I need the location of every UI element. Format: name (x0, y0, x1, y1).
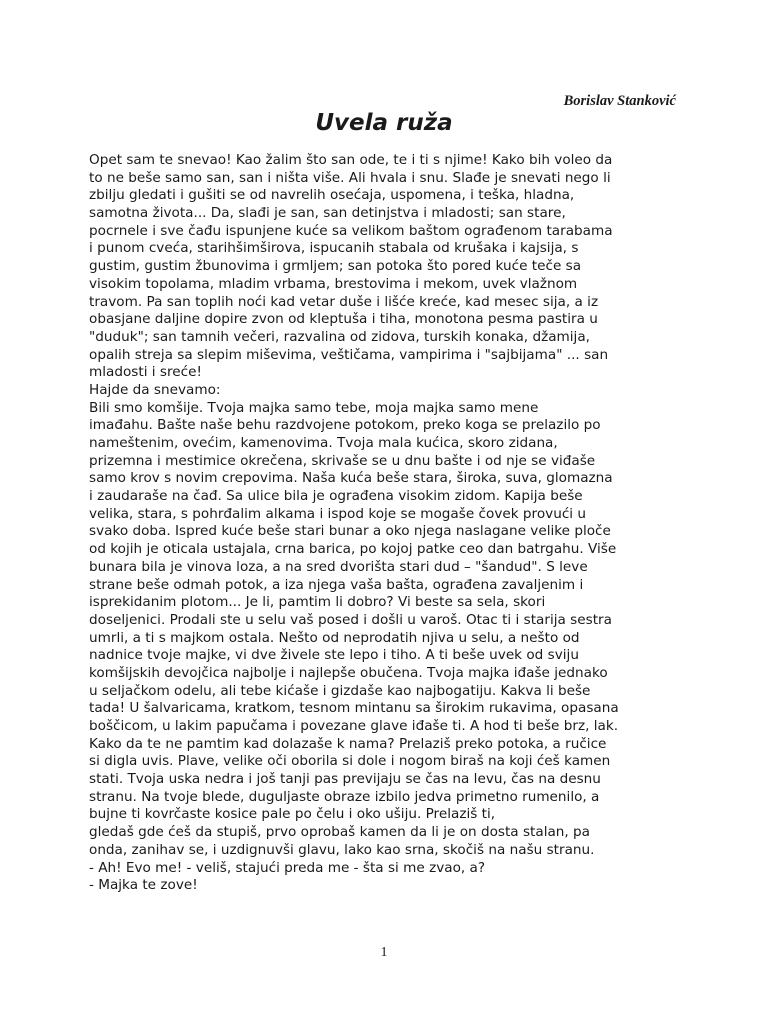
text-line: komšijskih devojčica najbolje i najlepše obučena. Tvoja majka iđaše jednako (89, 664, 608, 681)
text-line: samotna života... Da, slađi je san, san detinjstva i mladosti; san stare, (89, 205, 566, 222)
text-line: u seljačkom odelu, ali tebe kićaše i gizdaše kao najbogatiju. Kakva li beše (89, 682, 591, 699)
text-line: prizemna i mestimice okrečena, skrivaše se u dnu bašte i od nje se viđaše (89, 452, 596, 469)
document-title: Uvela ruža (315, 110, 453, 136)
text-line: obasjane daljine dopire zvon od kleptuša i tiha, monotona pesma pastira u (89, 311, 598, 328)
text-line: gustim, gustim žbunovima i grmljem; san potoka što pored kuće teče sa (89, 258, 582, 275)
text-line: mladosti i sreće! (89, 364, 202, 381)
text-line: si digla uvis. Plave, velike oči oborila si dole i nogom biraš na koji ćeš kamen (89, 753, 611, 770)
text-line: samo krov s novim crepovima. Naša kuća beše stara, široka, suva, glomazna (89, 470, 613, 487)
text-line: Bili smo komšije. Tvoja majka samo tebe, moja majka samo mene (89, 399, 539, 416)
text-line: stati. Tvoja uska nedra i još tanji pas previjaju se čas na levu, čas na desnu (89, 771, 601, 788)
text-line: "duduk"; san tamnih večeri, razvalina od zidova, turskih konaka, džamija, (89, 328, 590, 345)
text-line: imađahu. Bašte naše behu razdvojene potokom, preko koga se prelazilo po (89, 417, 601, 434)
text-line: visokim topolama, mladim vrbama, brestovima i mekom, uvek vlažnom (89, 275, 578, 292)
text-line: umrli, a ti s majkom ostala. Nešto od neprodatih njiva u selu, a nešto od (89, 629, 580, 646)
text-line: bujne ti kovrčaste kosice pale po čelu i oko ušiju. Prelaziš ti, (89, 806, 496, 823)
text-line: gledaš gde ćeš da stupiš, prvo oprobaš kamen da li je on dosta stalan, pa (89, 824, 591, 841)
text-line: bunara bila je vinova loza, a na sred dvorišta stari dud – "šandud". S leve (89, 558, 588, 575)
text-line: boščicom, u lakim papučama i povezane glave iđaše ti. A hod ti beše brz, lak. (89, 718, 619, 734)
author-name: Borislav Stanković (563, 93, 676, 109)
text-line: tada! U šalvaricama, kratkom, tesnom mintanu sa širokim rukavima, opasana (89, 700, 619, 717)
text-line: nadnice tvoje majke, vi dve živele ste lepo i tiho. A ti beše uvek od sviju (89, 647, 579, 664)
text-line: to ne beše samo san, san i ništa više. Ali hvala i snu. Slađe je snevati nego li (89, 169, 611, 186)
text-line: onda, zanihav se, i uzdignuvši glavu, lako kao srna, skočiš na našu stranu. (89, 841, 595, 858)
text-line: Opet sam te snevao! Kao žalim što san ode, te i ti s njime! Kako bih voleo da (89, 152, 613, 168)
text-line: svako doba. Ispred kuće beše stari bunar a oko njega naslagane velike ploče (89, 523, 611, 540)
text-line: - Ah! Evo me! - veliš, stajući preda me - šta si me zvao, a? (89, 859, 486, 876)
text-line: nameštenim, ovećim, kamenovima. Tvoja mala kućica, skoro zidana, (89, 435, 558, 451)
text-line: isprekidanim plotom... Je li, pamtim li dobro? Vi beste sa sela, skori (89, 594, 546, 611)
text-line: pocrnele i sve čađu ispunjene kuće sa velikom baštom ograđenom tarabama (89, 222, 613, 239)
page-number: 1 (380, 945, 388, 960)
text-line: stranu. Na tvoje blede, duguljaste obraze izbilo jedva primetno rumenilo, a (89, 788, 600, 805)
text-line: Hajde da snevamo: (89, 381, 221, 398)
text-line: strane beše odmah potok, a iza njega vaša bašta, ograđena zavaljenim i (89, 576, 584, 593)
text-line: Kako da te ne pamtim kad dolazaše k nama? Prelaziš preko potoka, a ručice (89, 735, 607, 752)
text-line: - Majka te zove! (89, 877, 198, 894)
text-line: travom. Pa san toplih noći kad vetar duše i lišće kreće, kad mesec sija, a iz (89, 293, 599, 310)
text-line: velika, stara, s pohrđalim alkama i ispod koje se mogaše čovek provući u (89, 505, 587, 522)
text-line: opalih streja sa slepim miševima, veštičama, vampirima i "sajbijama" ... san (89, 346, 609, 363)
text-line: od kojih je oticala ustajala, crna barica, po kojoj patke ceo dan batrgahu. Više (89, 541, 617, 558)
text-line: zbilju gledati i gušiti se od navrelih osećaja, uspomena, i teška, hladna, (89, 187, 575, 204)
text-line: doseljenici. Prodali ste u selu vaš posed i došli u varoš. Otac ti i starija sestra (89, 611, 612, 628)
body-text (89, 152, 709, 895)
text-line: i punom cveća, starihšimširova, ispucanih stabala od krušaka i kajsija, s (89, 240, 579, 257)
text-line: i zaudaraše na čađ. Sa ulice bila je ograđena visokim zidom. Kapija beše (89, 488, 583, 505)
